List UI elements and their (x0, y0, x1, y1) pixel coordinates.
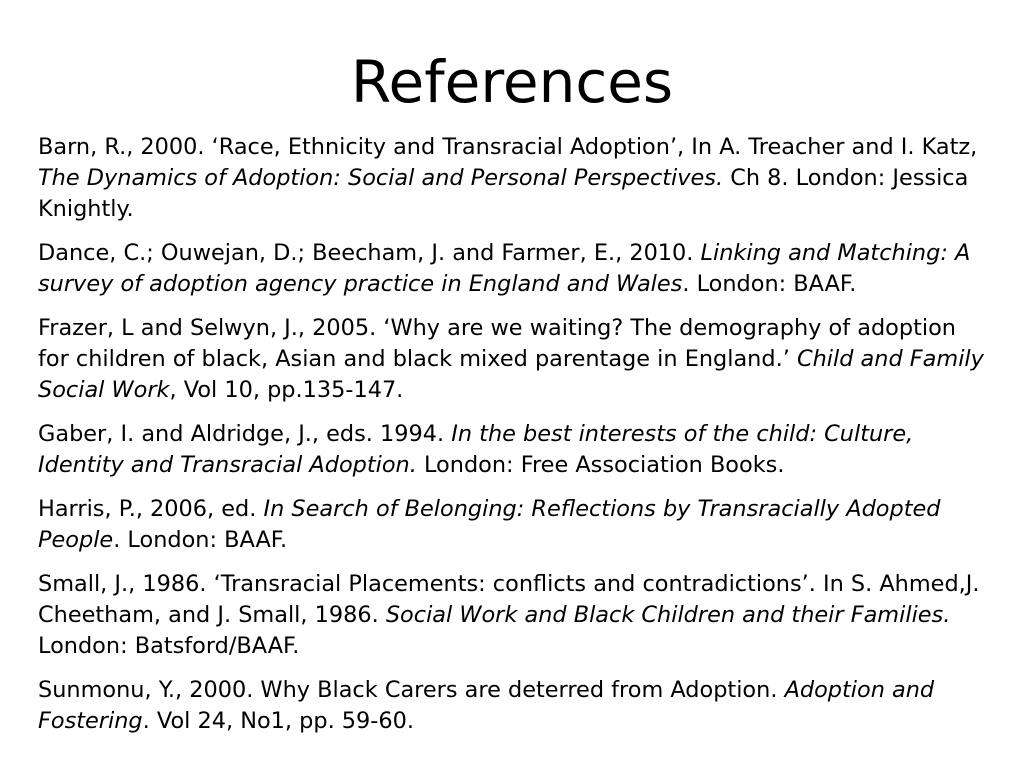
reference-item (38, 132, 993, 225)
reference-text: , Vol 10, pp.135-147. (169, 377, 404, 403)
reference-item (38, 313, 993, 406)
reference-item (38, 675, 993, 737)
reference-text: Frazer, L and Selwyn, J., 2005. ‘Why are we waiting? The demography of adoption for children of black, Asian and black mixed parentage in England.’ (38, 315, 956, 372)
reference-title: The Dynamics of Adoption: Social and Personal Perspectives. (38, 165, 724, 191)
reference-text: Small, J., 1986. ‘Transracial Placements: conflicts and contradictions’. In S. Ahmed,J. Cheetham, and J. Small, 1986. (38, 571, 980, 628)
reference-text: . Vol 24, No1, pp. 59-60. (142, 708, 414, 734)
reference-title: In Search of Belonging: Reflections by Transracially Adopted People (38, 496, 941, 553)
reference-text: London: Batsford/BAAF. (38, 633, 300, 659)
reference-item (38, 569, 993, 662)
reference-item (38, 419, 993, 481)
reference-title: In the best interests of the child: Culture, Identity and Transracial Adoption. (38, 421, 914, 478)
reference-text: Dance, C.; Ouwejan, D.; Beecham, J. and Farmer, E., 2010. (38, 240, 701, 266)
reference-text: . London: BAAF. (113, 527, 288, 553)
reference-title: Child and Family Social Work (38, 346, 984, 403)
reference-text: Barn, R., 2000. ‘Race, Ethnicity and Transracial Adoption’, In A. Treacher and I. Katz, (38, 134, 978, 160)
reference-text: London: Free Association Books. (416, 452, 785, 478)
reference-text: . London: BAAF. (682, 271, 857, 297)
reference-title: Social Work and Black Children and their Families. (385, 602, 951, 628)
reference-title: Linking and Matching: A survey of adoption agency practice in England and Wales (38, 240, 971, 297)
reference-text: Ch 8. London: Jessica Knightly. (38, 165, 969, 222)
reference-text: Harris, P., 2006, ed. (38, 496, 264, 522)
reference-item (38, 494, 993, 556)
slide-title: References (350, 48, 674, 116)
reference-title: Adoption and Fostering (38, 677, 935, 734)
reference-item (38, 238, 993, 300)
reference-text: Sunmonu, Y., 2000. Why Black Carers are deterred from Adoption. (38, 677, 785, 703)
reference-list (38, 132, 993, 750)
reference-text: Gaber, I. and Aldridge, J., eds. 1994. (38, 421, 452, 447)
